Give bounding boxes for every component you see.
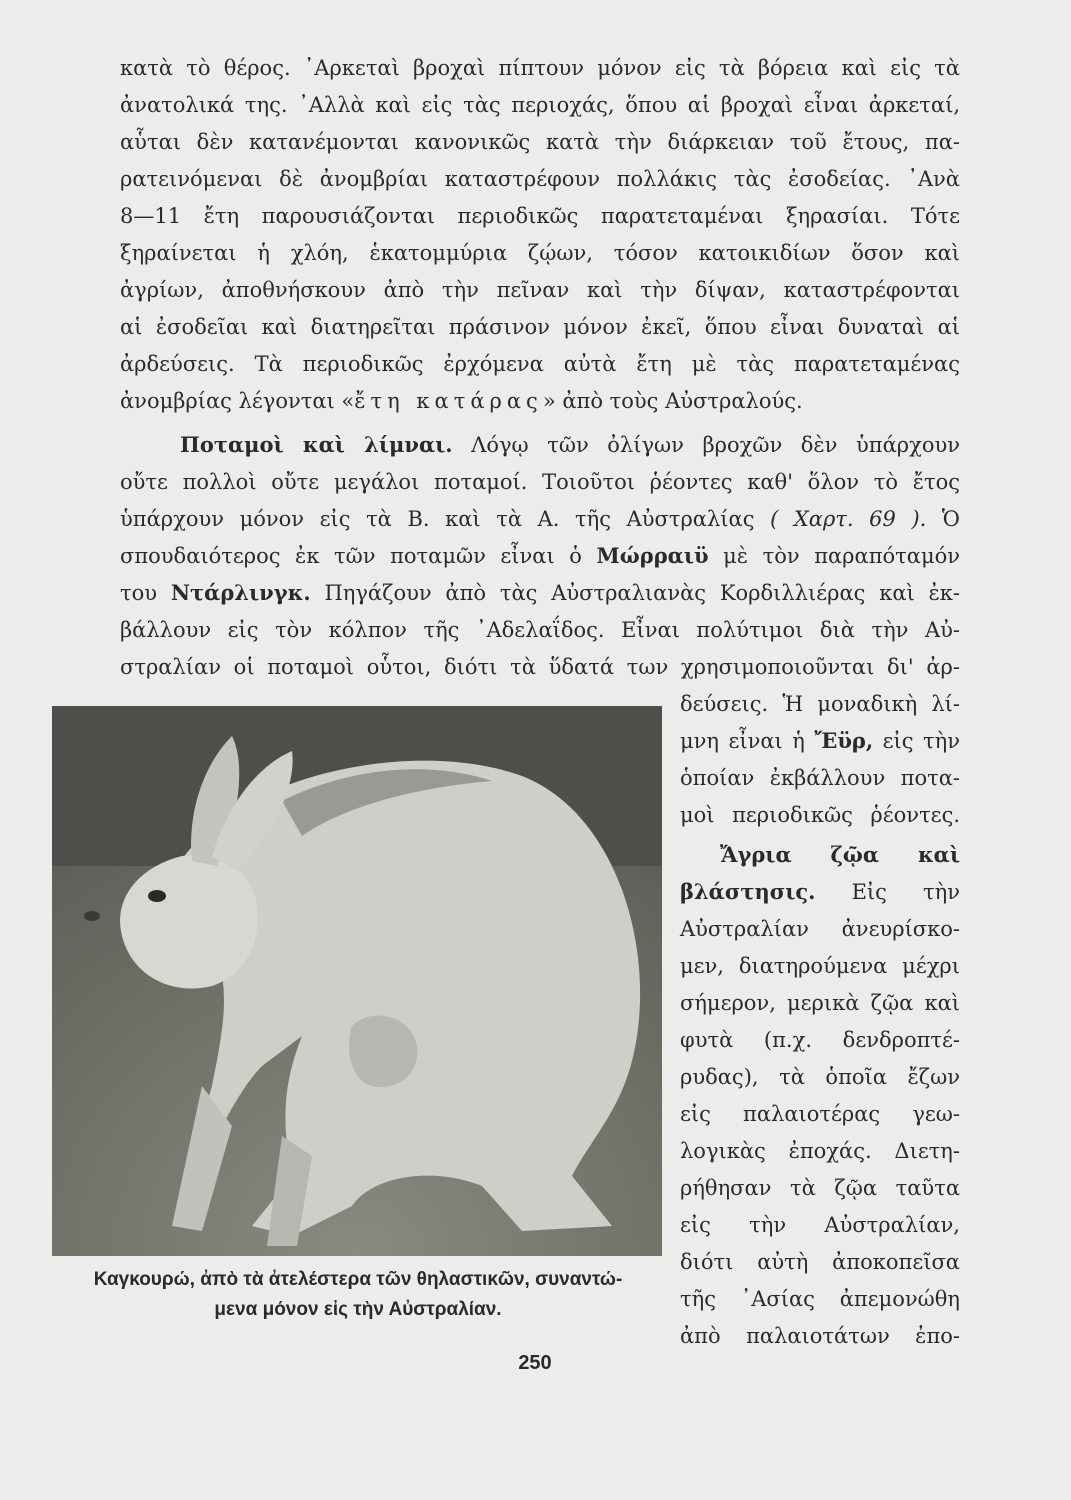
kangaroo-photo: [52, 706, 662, 1256]
text-segment: Πηγάζουν ἀπὸ τὰς Αὐστραλιανὰς Κορδιλλιέρας καὶ ἐκ-: [310, 581, 961, 605]
text-line: 8—11 ἔτη παρουσιάζονται περιοδικῶς παρατεταμέναι ξηρασίαι. Τότε: [120, 204, 960, 228]
text-line: ἀρδεύσεις. Τὰ περιοδικῶς ἐρχόμενα αὐτὰ ἔτη μὲ τὰς παρατεταμένας: [120, 352, 960, 376]
text-line: ρήθησαν τὰ ζῷα ταῦτα: [680, 1176, 960, 1200]
river-name: Μώρραιϋ: [596, 543, 709, 568]
text-line: Αὐστραλίαν ἀνευρίσκο-: [680, 917, 960, 941]
text-line: τῆς ᾿Ασίας ἀπεμονώθη: [680, 1287, 960, 1311]
section-heading: βλάστησις.: [680, 879, 816, 904]
text-segment: ἀνομβρίας λέγονται «: [120, 389, 355, 413]
text-line: μοὶ περιοδικῶς ῥέοντες.: [680, 803, 960, 827]
text-segment: μνη εἶναι ἡ: [680, 729, 815, 753]
lake-name: Ἔϋρ,: [814, 728, 874, 753]
figure-caption: Καγκουρώ, ἀπὸ τὰ ἀτελέστερα τῶν θηλαστικῶν, συναντώ-: [93, 1269, 623, 1290]
text-line: λογικὰς ἐποχάς. Διετη-: [680, 1139, 960, 1163]
text-line: εἰς τὴν Αὐστραλίαν,: [680, 1213, 960, 1237]
section-heading: Ποταμοὶ καὶ λίμναι.: [180, 432, 453, 457]
text-line: [680, 877, 960, 907]
text-line: οὔτε πολλοὶ οὔτε μεγάλοι ποταμοί. Τοιοῦτοι ῥέοντες καθ' ὅλον τὸ ἔτος: [120, 470, 960, 494]
text-line: ἀνατολικά της. ᾿Αλλὰ καὶ εἰς τὰς περιοχάς, ὅπου αἱ βροχαὶ εἶναι ἀρκεταί,: [120, 93, 960, 117]
text-segment: εἰς τὴν: [873, 729, 960, 753]
text-line: ρυδας), τὰ ὁποῖα ἔζων: [680, 1065, 960, 1089]
text-line: ἀγρίων, ἀποθνήσκουν ἀπὸ τὴν πεῖναν καὶ τὴν δίψαν, καταστρέφονται: [120, 278, 960, 302]
text-line: διότι αὐτὴ ἀποκοπεῖσα: [680, 1250, 960, 1274]
text-line: ρατεινόμεναι δὲ ἀνομβρίαι καταστρέφουν πολλάκις τὰς ἐσοδείας. ᾿Ανὰ: [120, 167, 960, 191]
text-line: δεύσεις. Ἡ μοναδικὴ λί-: [680, 692, 960, 716]
text-line: αἱ ἐσοδεῖαι καὶ διατηρεῖται πράσινον μόνον ἐκεῖ, ὅπου εἶναι δυναταὶ αἱ: [120, 315, 960, 339]
text-line: σήμερον, μερικὰ ζῷα καὶ: [680, 991, 960, 1015]
text-line: βάλλουν εἰς τὸν κόλπον τῆς ᾿Αδελαΐδος. Εἶναι πολύτιμοι διὰ τὴν Αὐ-: [120, 618, 960, 642]
text-segment: Λόγῳ τῶν ὀλίγων βροχῶν δὲν ὑπάρχουν: [452, 433, 961, 457]
text-line: ἀπὸ παλαιοτάτων ἐπο-: [680, 1324, 960, 1348]
text-line: κατὰ τὸ θέρος. ᾿Αρκεταὶ βροχαὶ πίπτουν μόνον εἰς τὰ βόρεια καὶ εἰς τὰ: [120, 56, 960, 80]
text-segment: » ἀπὸ τοὺς Αὐστραλούς.: [542, 389, 803, 413]
text-line: αὗται δὲν κατανέμονται κανονικῶς κατὰ τὴν διάρκειαν τοῦ ἔτους, πα-: [120, 130, 960, 154]
river-name: Ντάρλινγκ.: [170, 580, 311, 605]
text-line: στραλίαν οἱ ποταμοὶ οὗτοι, διότι τὰ ὕδατά των χρησιμοποιοῦνται δι' ἀρ-: [120, 655, 960, 679]
section-heading: Ἄγρια ζῷα καὶ: [720, 842, 960, 867]
emphasized-phrase: ἔτη κατάρας: [354, 389, 543, 413]
text-line: [120, 578, 960, 608]
text-segment: του: [120, 581, 171, 605]
map-reference: ( Χαρτ. 69 ).: [770, 507, 927, 531]
text-line: [120, 541, 960, 571]
text-line: μεν, διατηρούμενα μέχρι: [680, 954, 960, 978]
text-line: [120, 504, 960, 534]
text-segment: ὑπάρχουν μόνον εἰς τὰ Β. καὶ τὰ Α. τῆς Αὐστραλίας: [120, 507, 771, 531]
text-line: φυτὰ (π.χ. δενδροπτέ-: [680, 1028, 960, 1052]
text-line: ὁποίαν ἐκβάλλουν ποτα-: [680, 766, 960, 790]
text-line: [680, 726, 960, 756]
text-segment: Εἰς τὴν: [815, 880, 960, 904]
page-number: 250: [518, 1352, 552, 1374]
text-line: [180, 430, 960, 460]
text-line: ξηραίνεται ἡ χλόη, ἑκατομμύρια ζῴων, τόσον κατοικιδίων ὅσον καὶ: [120, 241, 960, 265]
figure-caption: μενα μόνον εἰς τὴν Αὐστραλίαν.: [214, 1299, 502, 1320]
text-segment: μὲ τὸν παραπόταμόν: [708, 544, 960, 568]
text-line: εἰς παλαιοτέρας γεω-: [680, 1102, 960, 1126]
text-segment: Ὁ: [926, 507, 960, 531]
text-line: [120, 386, 910, 416]
text-segment: σπουδαιότερος ἐκ τῶν ποταμῶν εἶναι ὁ: [120, 544, 597, 568]
